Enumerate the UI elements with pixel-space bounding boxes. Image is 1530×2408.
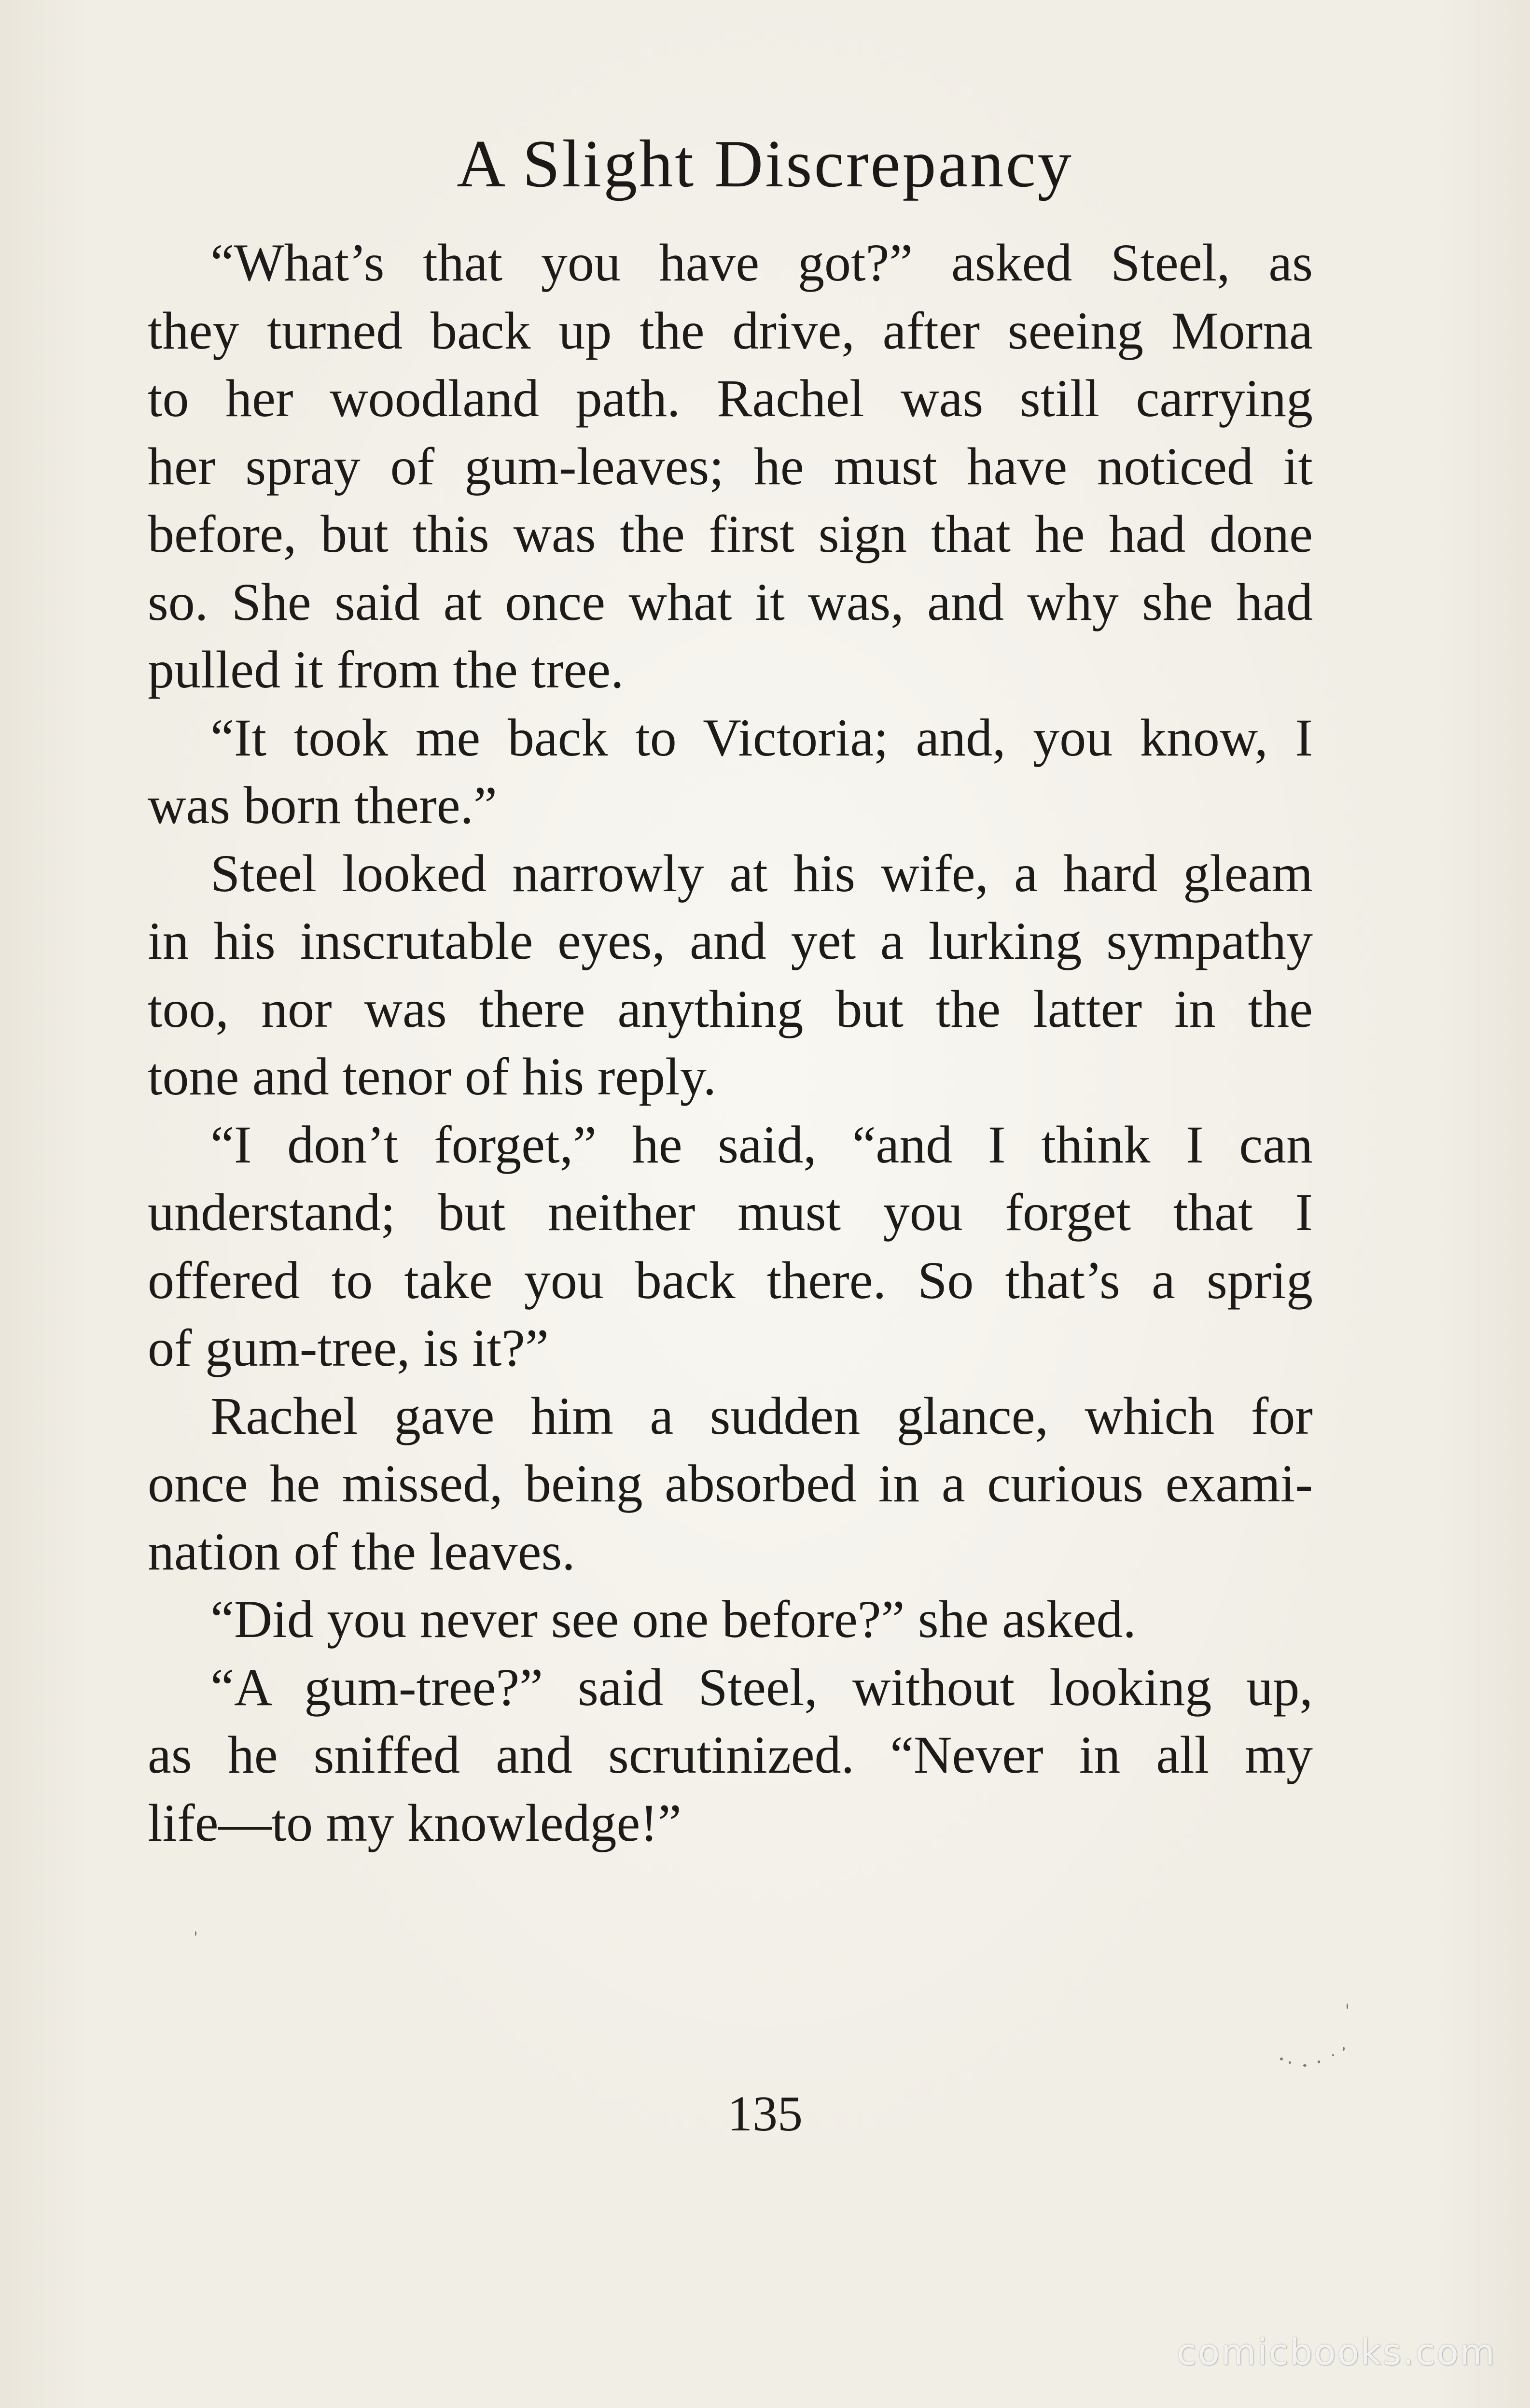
text-line: once he missed, being absorbed in a curious exami-: [148, 1454, 1313, 1513]
paper-speck: [1343, 2047, 1345, 2051]
text-line: “Did you never see one before?” she asked.: [210, 1590, 1137, 1649]
text-line: of gum-tree, is it?”: [148, 1318, 549, 1377]
text-line: was born there.”: [148, 776, 497, 835]
text-line: Rachel gave him a sudden glance, which for: [210, 1386, 1313, 1445]
paper-speck: [1332, 2054, 1334, 2056]
body-text: [148, 229, 1313, 1857]
text-line: too, nor was there anything but the latter in the: [148, 979, 1313, 1038]
paper-speck: [1280, 2058, 1283, 2060]
text-line: “A gum-tree?” said Steel, without looking up,: [210, 1657, 1313, 1717]
text-line: understand; but neither must you forget that I: [148, 1183, 1313, 1242]
text-line: in his inscrutable eyes, and yet a lurking sympathy: [148, 911, 1313, 970]
paper-speck: [1318, 2060, 1320, 2063]
running-head: A Slight Discrepancy: [457, 126, 1073, 201]
text-line: “I don’t forget,” he said, “and I think I can: [210, 1115, 1313, 1174]
paper-speck: [1347, 2003, 1348, 2009]
text-line: tone and tenor of his reply.: [148, 1047, 717, 1106]
text-line: to her woodland path. Rachel was still carrying: [148, 369, 1313, 428]
text-line: so. She said at once what it was, and why she had: [148, 572, 1313, 631]
text-line: “It took me back to Victoria; and, you know, I: [210, 708, 1313, 767]
text-line: life—to my knowledge!”: [148, 1793, 682, 1852]
text-line: as he sniffed and scrutinized. “Never in all my: [148, 1725, 1313, 1784]
paper-speck: [1289, 2061, 1291, 2064]
paper-speck: [1303, 2064, 1307, 2067]
paper-speck: [195, 1931, 196, 1936]
text-line: offered to take you back there. So that’s a sprig: [148, 1250, 1313, 1310]
watermark: comicbooks.com: [1177, 2332, 1496, 2373]
text-line: Steel looked narrowly at his wife, a hard gleam: [210, 843, 1313, 903]
text-line: nation of the leaves.: [148, 1522, 575, 1581]
text-line: they turned back up the drive, after seeing Morna: [148, 301, 1313, 360]
text-line: pulled it from the tree.: [148, 640, 624, 699]
text-line: before, but this was the first sign that he had done: [148, 504, 1313, 563]
page-number: 135: [727, 2086, 803, 2142]
text-line: “What’s that you have got?” asked Steel, as: [210, 233, 1313, 292]
text-line: her spray of gum-leaves; he must have noticed it: [148, 436, 1313, 496]
